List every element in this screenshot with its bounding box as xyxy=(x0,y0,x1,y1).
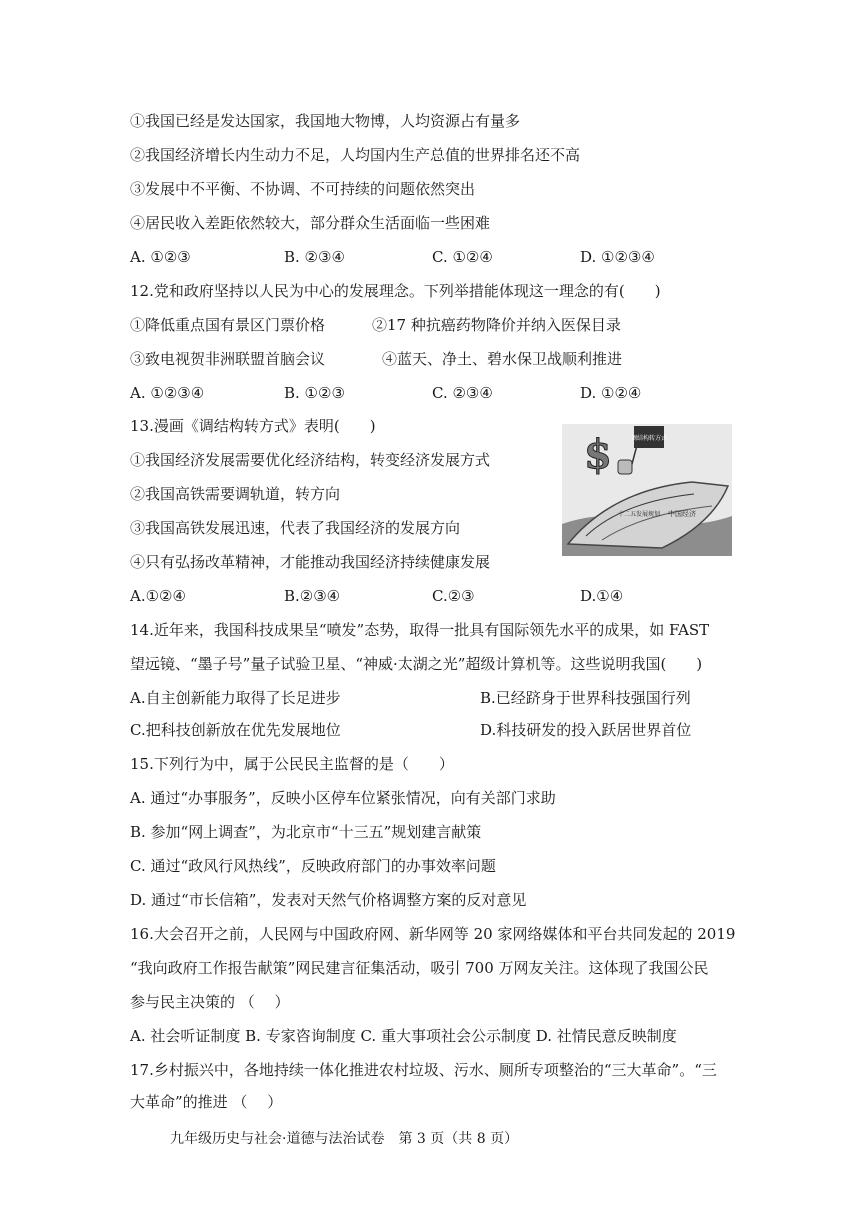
train-side-text: 十二五发展规划 xyxy=(618,511,661,518)
cartoon-sign-text: 调结构转方式 xyxy=(630,435,668,442)
q12-option-c: C. ②③④ xyxy=(432,384,493,402)
q12-option-a: A. ①②③④ xyxy=(130,384,205,402)
dollar-sign-icon: $ xyxy=(584,431,612,478)
q16-options: A. 社会听证制度 B. 专家咨询制度 C. 重大事项社会公示制度 D. 社情民意反映制度 xyxy=(130,1027,677,1045)
q15-option-c: C. 通过“政风行风热线”，反映政府部门的办事效率问题 xyxy=(130,857,496,875)
q13-option-a: A.①②④ xyxy=(130,587,186,605)
q12-option-d: D. ①②④ xyxy=(580,384,642,402)
q11-option-a: A. ①②③ xyxy=(130,248,191,266)
q17-stem-line-1: 17.乡村振兴中，各地持续一体化推进农村垃圾、污水、厕所专项整治的“三大革命”。“三 xyxy=(130,1061,717,1079)
q15-option-d: D. 通过“市长信箱”，发表对天然气价格调整方案的反对意见 xyxy=(130,891,527,909)
q17-stem-line-2: 大革命”的推进 （ ） xyxy=(130,1093,283,1111)
q11-item-2: ②我国经济增长内生动力不足，人均国内生产总值的世界排名还不高 xyxy=(130,146,581,164)
q11-option-d: D. ①②③④ xyxy=(580,248,655,266)
q12-item-2: ②17 种抗癌药物降价并纳入医保目录 xyxy=(372,316,621,334)
q15-option-b: B. 参加“网上调查”，为北京市“十三五”规划建言献策 xyxy=(130,823,482,841)
q14-option-d: D.科技研发的投入跃居世界首位 xyxy=(480,721,692,739)
q13-item-2: ②我国高铁需要调轨道，转方向 xyxy=(130,485,341,503)
q13-option-c: C.②③ xyxy=(432,587,475,605)
q13-stem: 13.漫画《调结构转方式》表明( ) xyxy=(130,417,376,435)
q16-stem-line-1: 16.大会召开之前，人民网与中国政府网、新华网等 20 家网络媒体和平台共同发起的 2019 xyxy=(130,925,736,943)
q13-item-4: ④只有弘扬改革精神，才能推动我国经济持续健康发展 xyxy=(130,553,491,571)
q13-option-d: D.①④ xyxy=(580,587,624,605)
q12-option-b: B. ①②③ xyxy=(284,384,345,402)
q11-item-1: ①我国已经是发达国家，我国地大物博，人均资源占有量多 xyxy=(130,112,521,130)
q11-item-3: ③发展中不平衡、不协调、不可持续的问题依然突出 xyxy=(130,180,476,198)
q14-stem-line-1: 14.近年来，我国科技成果呈“喷发”态势，取得一批具有国际领先水平的成果，如 FAST xyxy=(130,621,710,639)
q15-stem: 15.下列行为中，属于公民民主监督的是（ ） xyxy=(130,755,454,773)
q13-option-b: B.②③④ xyxy=(284,587,341,605)
q14-option-b: B.已经跻身于世界科技强国行列 xyxy=(480,689,691,707)
figure-head-icon xyxy=(618,460,632,474)
q11-option-b: B. ②③④ xyxy=(284,248,345,266)
q12-item-3: ③致电视贺非洲联盟首脑会议 xyxy=(130,350,326,368)
train-nose-text: 中国经济 xyxy=(668,510,696,518)
q16-stem-line-3: 参与民主决策的 （ ） xyxy=(130,993,290,1011)
q12-stem: 12.党和政府坚持以人民为中心的发展理念。下列举措能体现这一理念的有( ) xyxy=(130,282,661,300)
q14-stem-line-2: 望远镜、“墨子号”量子试验卫星、“神威·太湖之光”超级计算机等。这些说明我国( ) xyxy=(130,655,703,673)
q11-option-c: C. ①②④ xyxy=(432,248,493,266)
q12-item-4: ④蓝天、净土、碧水保卫战顺利推进 xyxy=(382,350,623,368)
q13-item-3: ③我国高铁发展迅速，代表了我国经济的发展方向 xyxy=(130,519,461,537)
q15-option-a: A. 通过“办事服务”，反映小区停车位紧张情况，向有关部门求助 xyxy=(130,789,556,807)
q16-stem-line-2: “我向政府工作报告献策”网民建言征集活动，吸引 700 万网友关注。这体现了我国公民 xyxy=(130,959,709,977)
q14-option-c: C.把科技创新放在优先发展地位 xyxy=(130,721,341,739)
q13-item-1: ①我国经济发展需要优化经济结构，转变经济发展方式 xyxy=(130,451,491,469)
q12-item-1: ①降低重点国有景区门票价格 xyxy=(130,316,326,334)
cartoon-image xyxy=(562,424,732,556)
q14-option-a: A.自主创新能力取得了长足进步 xyxy=(130,689,341,707)
q11-item-4: ④居民收入差距依然较大，部分群众生活面临一些困难 xyxy=(130,214,491,232)
page-footer: 九年级历史与社会·道德与法治试卷 第 3 页（共 8 页） xyxy=(170,1131,519,1147)
